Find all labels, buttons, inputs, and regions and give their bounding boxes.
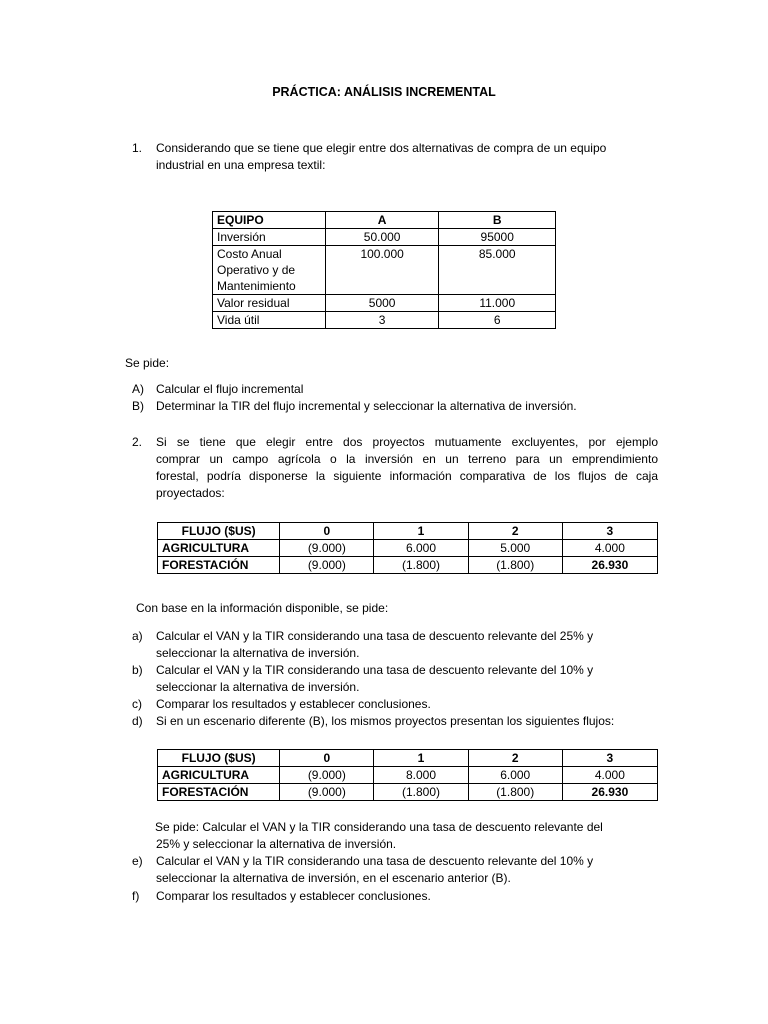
table-cell: (9.000) [280, 557, 374, 574]
table-row [158, 767, 658, 784]
list-marker: B) [132, 399, 144, 413]
question-text-line: forestal, podría disponerse la siguiente información comparativa de los flujos de caja [156, 469, 658, 483]
list-text: Calcular el VAN y la TIR considerando una tasa de descuento relevante del 25% y [156, 629, 594, 643]
table-header-cell: 2 [468, 523, 562, 540]
table-cell: 4.000 [562, 767, 657, 784]
table-cell: (9.000) [280, 784, 374, 801]
table-cell: 6.000 [374, 540, 468, 557]
list-text: seleccionar la alternativa de inversión. [156, 646, 360, 660]
table-header-cell: FLUJO ($US) [158, 750, 280, 767]
table-cell: (9.000) [280, 540, 374, 557]
table-row [213, 229, 556, 246]
list-marker: A) [132, 382, 144, 396]
list-text: Calcular el VAN y la TIR considerando una tasa de descuento relevante del 10% y [156, 663, 594, 677]
list-text: Determinar la TIR del flujo incremental y seleccionar la alternativa de inversión. [156, 399, 577, 413]
se-pide-text: 25% y seleccionar la alternativa de inversión. [156, 837, 397, 851]
table-header-row [158, 523, 658, 540]
list-text: Calcular el flujo incremental [156, 382, 304, 396]
table-header-cell: 3 [562, 523, 657, 540]
table-cell: (1.800) [468, 784, 562, 801]
page-title: PRÁCTICA: ANÁLISIS INCREMENTAL [272, 85, 496, 99]
question-number: 1. [132, 141, 143, 155]
table-cell: (1.800) [374, 557, 468, 574]
table-cell: FORESTACIÓN [158, 784, 280, 801]
list-text: Comparar los resultados y establecer conclusiones. [156, 889, 431, 903]
question-2 [132, 434, 662, 504]
table-cell: (1.800) [468, 557, 562, 574]
table-row [158, 784, 658, 801]
table-cell: (1.800) [374, 784, 468, 801]
question-text-line: comprar un campo agrícola o la inversión en un terreno para un emprendimiento [156, 452, 658, 466]
cell-line: Operativo y de [217, 263, 296, 277]
table-row [158, 540, 658, 557]
table-cell: 5.000 [468, 540, 562, 557]
table-cell: 3 [325, 312, 439, 329]
table-header-cell: A [325, 212, 439, 229]
table-cell: Valor residual [213, 295, 326, 312]
table-header-cell: 2 [468, 750, 562, 767]
question-text-line: Si se tiene que elegir entre dos proyectos mutuamente excluyentes, por ejemplo [156, 435, 658, 449]
table-header-cell: EQUIPO [213, 212, 326, 229]
table-cell: 11.000 [439, 295, 556, 312]
table-cell: 6.000 [468, 767, 562, 784]
intro-text: Con base en la información disponible, se pide: [136, 601, 389, 615]
se-pide-label: Se pide: [125, 356, 170, 370]
table-cell: 85.000 [439, 246, 556, 295]
list-marker: c) [132, 697, 142, 711]
table-row [213, 295, 556, 312]
table-cell: 100.000 [325, 246, 439, 295]
list-marker: e) [132, 854, 143, 868]
table-cell: 5000 [325, 295, 439, 312]
list-marker: b) [132, 663, 143, 677]
equipment-table [212, 211, 556, 329]
table-cell: 4.000 [562, 540, 657, 557]
se-pide-text: Se pide: Calcular el VAN y la TIR considerando una tasa de descuento relevante del [155, 820, 603, 834]
table-header-cell: 1 [374, 523, 468, 540]
table-cell: Inversión [213, 229, 326, 246]
table-cell: FORESTACIÓN [158, 557, 280, 574]
list-text: Calcular el VAN y la TIR considerando una tasa de descuento relevante del 10% y [156, 854, 594, 868]
list-text: Comparar los resultados y establecer conclusiones. [156, 697, 431, 711]
table-row [213, 246, 556, 295]
cell-line: Costo Anual [217, 247, 282, 261]
table-cell: Vida útil [213, 312, 326, 329]
table-cell: 26.930 [562, 557, 657, 574]
cashflow-table-2 [157, 749, 658, 801]
table-header-cell: 0 [280, 750, 374, 767]
list-marker: a) [132, 629, 143, 643]
table-cell [213, 246, 326, 295]
question-text-line: proyectados: [156, 486, 225, 500]
table-header-cell: 1 [374, 750, 468, 767]
table-header-row [213, 212, 556, 229]
list-text: seleccionar la alternativa de inversión. [156, 680, 360, 694]
table-cell: 95000 [439, 229, 556, 246]
table-row [158, 557, 658, 574]
table-row [213, 312, 556, 329]
table-header-cell: FLUJO ($US) [158, 523, 280, 540]
list-text: seleccionar la alternativa de inversión, en el escenario anterior (B). [156, 871, 511, 885]
question-text-line: Considerando que se tiene que elegir entre dos alternativas de compra de un equipo [156, 141, 607, 155]
table-cell: 6 [439, 312, 556, 329]
table-header-row [158, 750, 658, 767]
table-cell: AGRICULTURA [158, 540, 280, 557]
question-number: 2. [132, 435, 143, 449]
list-marker: f) [132, 889, 140, 903]
table-cell: 8.000 [374, 767, 468, 784]
table-cell: 50.000 [325, 229, 439, 246]
cell-line: Mantenimiento [217, 279, 296, 293]
list-text: Si en un escenario diferente (B), los mismos proyectos presentan los siguientes flujos: [156, 714, 615, 728]
table-cell: AGRICULTURA [158, 767, 280, 784]
list-marker: d) [132, 714, 143, 728]
table-header-cell: B [439, 212, 556, 229]
table-header-cell: 3 [562, 750, 657, 767]
table-cell: 26.930 [562, 784, 657, 801]
table-cell: (9.000) [280, 767, 374, 784]
cashflow-table-1 [157, 522, 658, 574]
question-text-line: industrial en una empresa textil: [156, 158, 326, 172]
table-header-cell: 0 [280, 523, 374, 540]
